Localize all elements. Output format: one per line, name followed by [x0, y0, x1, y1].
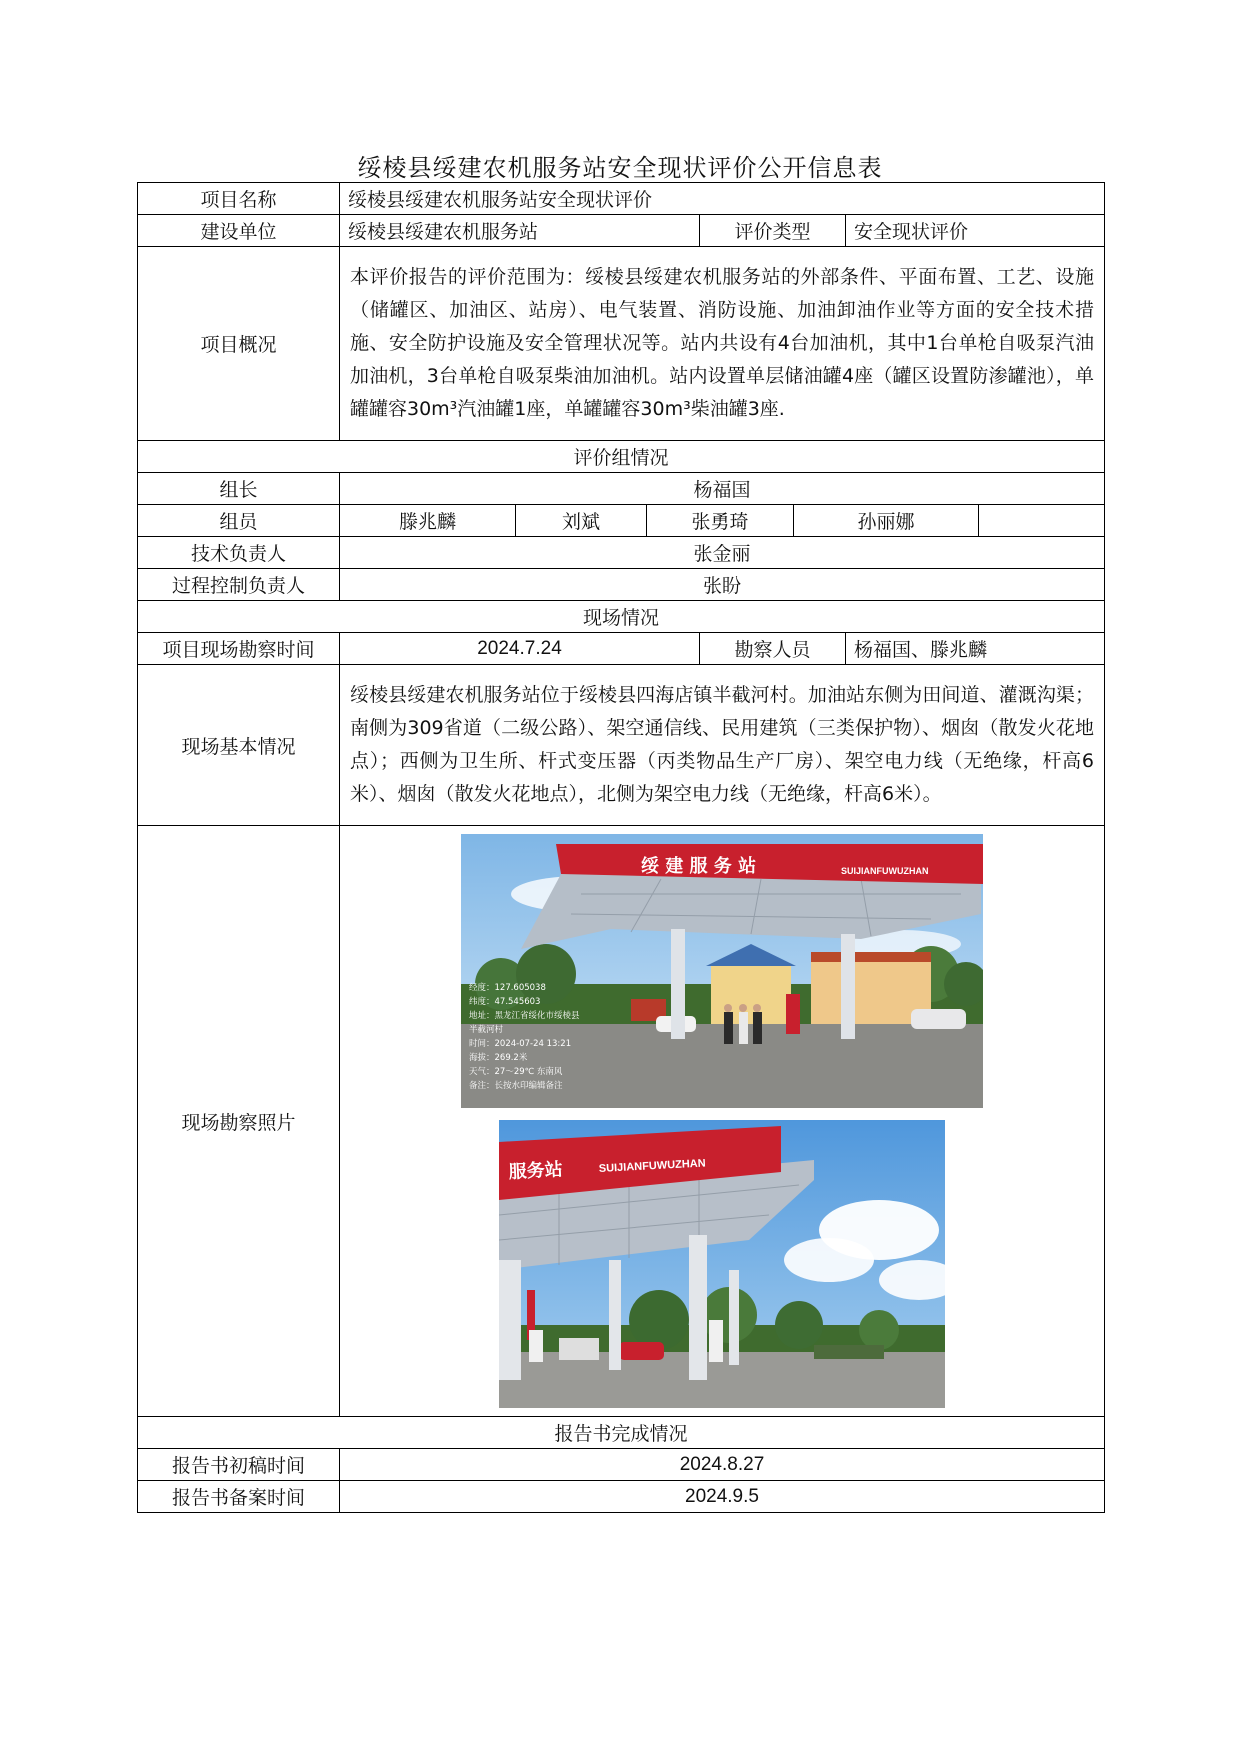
row-leader — [138, 473, 1105, 505]
tech-value: 张金丽 — [340, 537, 1105, 569]
photo1-people — [724, 1004, 762, 1044]
builder-label: 建设单位 — [138, 215, 340, 247]
overview-text: 本评价报告的评价范围为：绥棱县绥建农机服务站的外部条件、平面布置、工艺、设施（储罐区、加油区、站房）、电气装置、消防设施、加油卸油作业等方面的安全技术措施、安全防护设施及安全管理状况等。站内共设有4台加油机，其中1台单枪自吸泵汽油加油机，3台单枪自吸泵柴油加油机。站内设置单层储油罐4座（罐区设置防渗罐池），单罐罐容30m³汽油罐1座，单罐罐容30m³柴油罐3座. — [340, 247, 1105, 441]
row-photos — [138, 826, 1105, 1417]
info-table — [137, 182, 1105, 1513]
row-builder — [138, 215, 1105, 247]
svg-text:天气：27～29℃ 东南风: 天气：27～29℃ 东南风 — [469, 1067, 563, 1077]
tech-label: 技术负责人 — [138, 537, 340, 569]
filing-value: 2024.9.5 — [340, 1481, 1105, 1513]
photo1-ground — [461, 1024, 983, 1108]
site-photo-side — [499, 1120, 945, 1408]
row-site-section — [138, 601, 1105, 633]
photo2-pillar — [499, 1260, 521, 1380]
surveyors-label: 勘察人员 — [700, 633, 846, 665]
photos-cell — [340, 826, 1105, 1417]
svg-text:备注：长按水印编辑备注: 备注：长按水印编辑备注 — [469, 1081, 563, 1091]
overview-label: 项目概况 — [138, 247, 340, 441]
svg-text:半截河村: 半截河村 — [469, 1025, 504, 1035]
builder-value: 绥棱县绥建农机服务站 — [340, 215, 700, 247]
site-basic-text: 绥棱县绥建农机服务站位于绥棱县四海店镇半截河村。加油站东侧为田间道、灌溉沟渠；南侧为309省道（二级公路）、架空通信线、民用建筑（三类保护物）、烟囱（散发火花地点）；西侧为卫生所、杆式变压器（丙类物品生产厂房）、架空电力线（无绝缘，杆高6米）、烟囱（散发火花地点），北侧为架空电力线（无绝缘，杆高6米）。 — [340, 665, 1105, 826]
site-photo-front — [461, 834, 983, 1108]
svg-text:海拔：269.2米: 海拔：269.2米 — [469, 1053, 528, 1063]
row-process — [138, 569, 1105, 601]
row-team-section — [138, 441, 1105, 473]
row-report-section — [138, 1417, 1105, 1449]
photo2-dispenser — [709, 1320, 723, 1362]
photo1-building — [711, 964, 791, 1024]
process-value: 张盼 — [340, 569, 1105, 601]
row-filing — [138, 1481, 1105, 1513]
surveyors-value: 杨福国、滕兆麟 — [846, 633, 1105, 665]
member-cell: 张勇琦 — [647, 505, 794, 537]
draft-label: 报告书初稿时间 — [138, 1449, 340, 1481]
document-title: 绥棱县绥建农机服务站安全现状评价公开信息表 — [357, 154, 883, 182]
svg-text:地址：黑龙江省绥化市绥棱县: 地址：黑龙江省绥化市绥棱县 — [469, 1011, 580, 1021]
process-label: 过程控制负责人 — [138, 569, 340, 601]
photo1-sign: 绥 建 服 务 站 — [641, 856, 757, 877]
filing-label: 报告书备案时间 — [138, 1481, 340, 1513]
photo2-pillar — [729, 1270, 739, 1365]
photo2-pillar — [689, 1235, 707, 1380]
row-project-name — [138, 183, 1105, 215]
team-section-title: 评价组情况 — [138, 441, 1105, 473]
project-name-value: 绥棱县绥建农机服务站安全现状评价 — [340, 183, 1105, 215]
draft-value: 2024.8.27 — [340, 1449, 1105, 1481]
row-site-basic — [138, 665, 1105, 826]
photo2-pillar — [609, 1260, 621, 1370]
row-draft — [138, 1449, 1105, 1481]
svg-text:时间：2024-07-24 13:21: 时间：2024-07-24 13:21 — [469, 1039, 572, 1049]
svg-text:经度：127.605038: 经度：127.605038 — [469, 983, 546, 993]
members-label: 组员 — [138, 505, 340, 537]
report-section-title: 报告书完成情况 — [138, 1417, 1105, 1449]
survey-time-label: 项目现场勘察时间 — [138, 633, 340, 665]
photos-label: 现场勘察照片 — [138, 826, 340, 1417]
site-basic-label: 现场基本情况 — [138, 665, 340, 826]
leader-label: 组长 — [138, 473, 340, 505]
member-cell: 滕兆麟 — [340, 505, 516, 537]
svg-text:纬度：47.545603: 纬度：47.545603 — [469, 997, 541, 1007]
row-overview — [138, 247, 1105, 441]
photo2-sign-en: SUIJIANFUWUZHAN — [598, 1157, 706, 1175]
photo1-pillar — [841, 934, 855, 1039]
leader-value: 杨福国 — [340, 473, 1105, 505]
row-members — [138, 505, 1105, 537]
row-tech — [138, 537, 1105, 569]
photo2-dispenser — [529, 1330, 543, 1362]
member-cell — [979, 505, 1105, 537]
site-section-title: 现场情况 — [138, 601, 1105, 633]
photo1-pillar — [671, 929, 685, 1039]
photo2-sign: 服务站 — [508, 1159, 564, 1183]
member-cell: 刘斌 — [516, 505, 647, 537]
project-name-label: 项目名称 — [138, 183, 340, 215]
member-cell: 孙丽娜 — [794, 505, 979, 537]
eval-type-label: 评价类型 — [700, 215, 846, 247]
eval-type-value: 安全现状评价 — [846, 215, 1105, 247]
row-survey-time — [138, 633, 1105, 665]
survey-time-value: 2024.7.24 — [340, 633, 700, 665]
photo1-sign-en: SUIJIANFUWUZHAN — [841, 866, 929, 876]
